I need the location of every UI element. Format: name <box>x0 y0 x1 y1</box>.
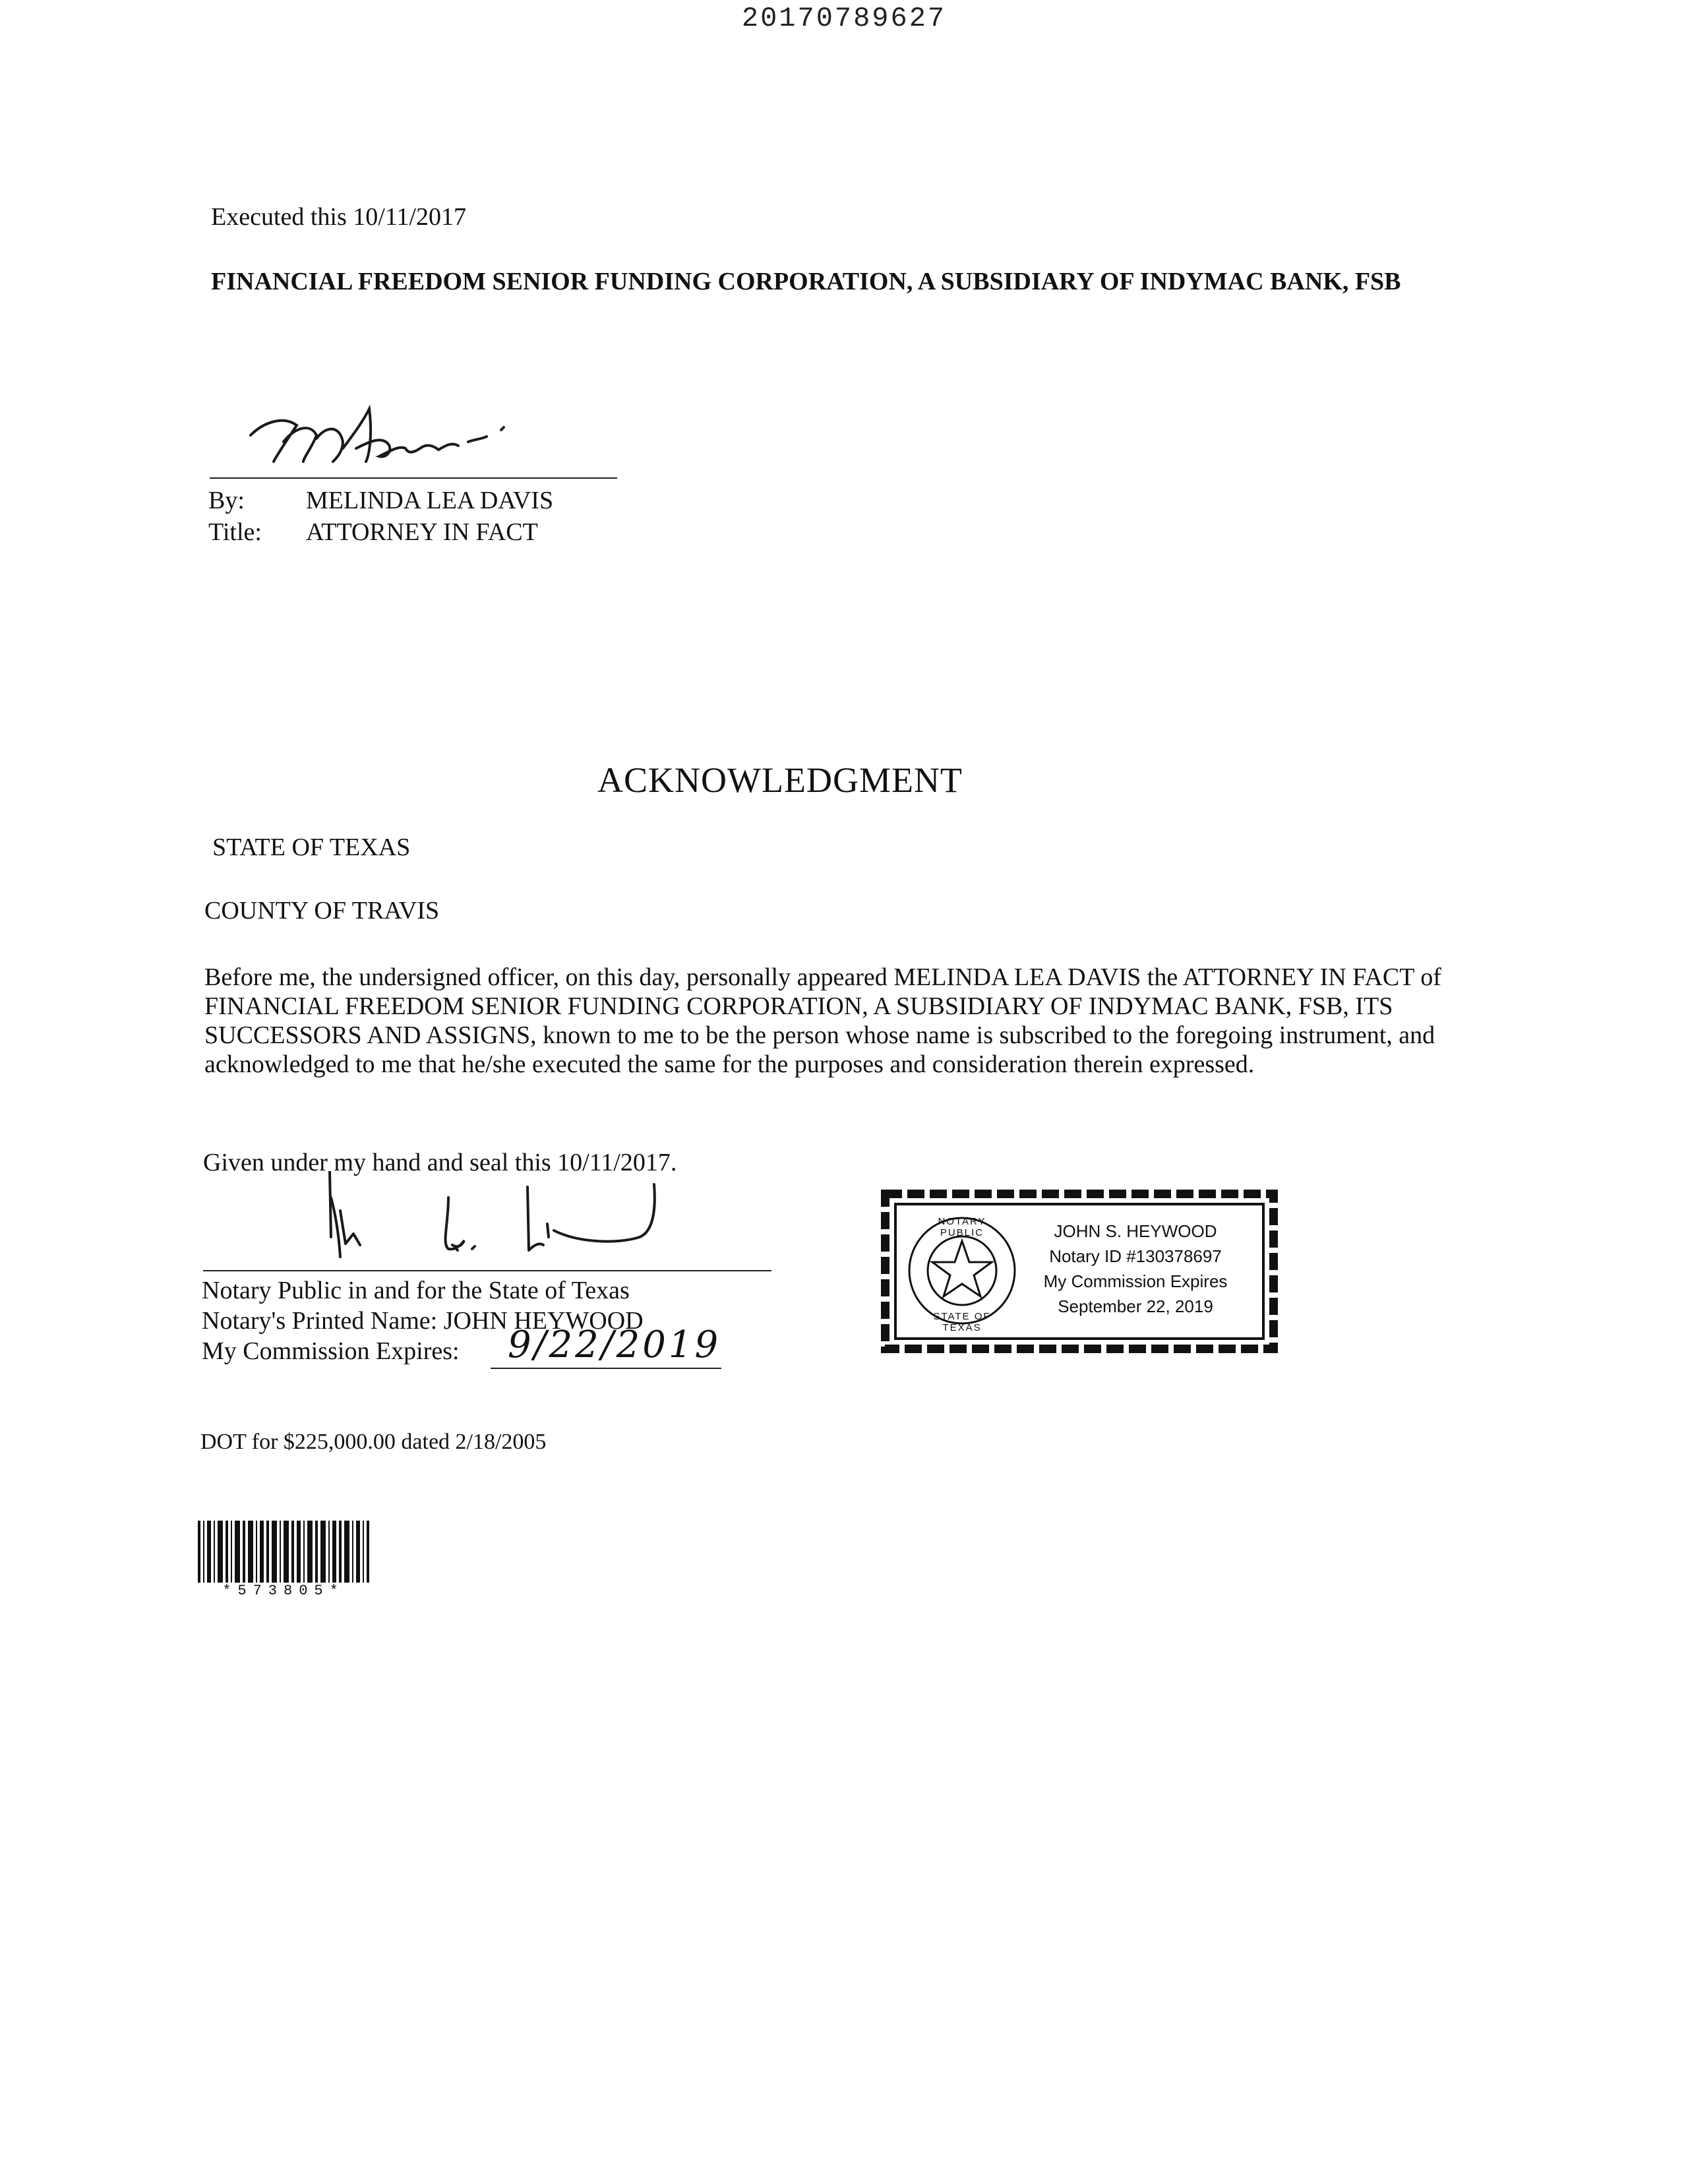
stamp-commission-date: September 22, 2019 <box>1058 1296 1213 1316</box>
commission-expires-line <box>491 1368 721 1369</box>
county-line: COUNTY OF TRAVIS <box>204 897 440 925</box>
commission-expires-label: My Commission Expires: <box>202 1337 460 1365</box>
executed-date-line: Executed this 10/11/2017 <box>211 203 466 231</box>
acknowledgment-body: Before me, the undersigned officer, on this day, personally appeared MELINDA LEA DAVIS the ATTORNEY IN FACT of FINANCIAL FREEDOM SENIOR FUNDING CORPORATION, A SUBSIDIARY OF INDYMAC BANK, FSB, ITS SUCCESSORS AND ASSIGNS, known to me to be the person whose name is subscribed to the foregoing instrument, and acknowledged to me that he/she executed the same for the purposes and consideration therein expressed. <box>204 963 1441 1078</box>
seal-top-text: NOTARY PUBLIC <box>938 1216 986 1238</box>
dot-line: DOT for $225,000.00 dated 2/18/2005 <box>200 1430 547 1454</box>
barcode <box>198 1521 369 1583</box>
stamp-commission-label: My Commission Expires <box>1043 1271 1228 1291</box>
signature-line-execution <box>210 477 617 479</box>
by-value: MELINDA LEA DAVIS <box>306 487 554 514</box>
signature-line-notary <box>203 1270 771 1271</box>
notary-public-line: Notary Public in and for the State of Texas <box>202 1277 630 1304</box>
title-value: ATTORNEY IN FACT <box>306 518 538 546</box>
by-label: By: <box>208 487 245 514</box>
stamp-notary-id: Notary ID #130378697 <box>1049 1246 1222 1266</box>
signature-notary <box>316 1171 686 1277</box>
title-label: Title: <box>208 518 262 546</box>
barcode-text: *573805* <box>222 1583 345 1599</box>
given-under-hand-line: Given under my hand and seal this 10/11/2017. <box>203 1149 677 1176</box>
signature-melinda-davis <box>237 396 541 475</box>
seal-bottom-text: STATE OF TEXAS <box>933 1311 991 1333</box>
acknowledgment-heading: ACKNOWLEDGMENT <box>597 760 963 800</box>
notary-stamp <box>881 1190 1278 1353</box>
stamp-notary-name: JOHN S. HEYWOOD <box>1054 1221 1217 1241</box>
document-number: 20170789627 <box>741 3 947 34</box>
commission-expires-handwritten: 9/22/2019 <box>508 1323 721 1366</box>
state-line: STATE OF TEXAS <box>212 834 411 861</box>
notary-printed-name: Notary's Printed Name: JOHN HEYWOOD <box>202 1307 644 1335</box>
company-name: FINANCIAL FREEDOM SENIOR FUNDING CORPORATION, A SUBSIDIARY OF INDYMAC BANK, FSB <box>211 268 1401 295</box>
